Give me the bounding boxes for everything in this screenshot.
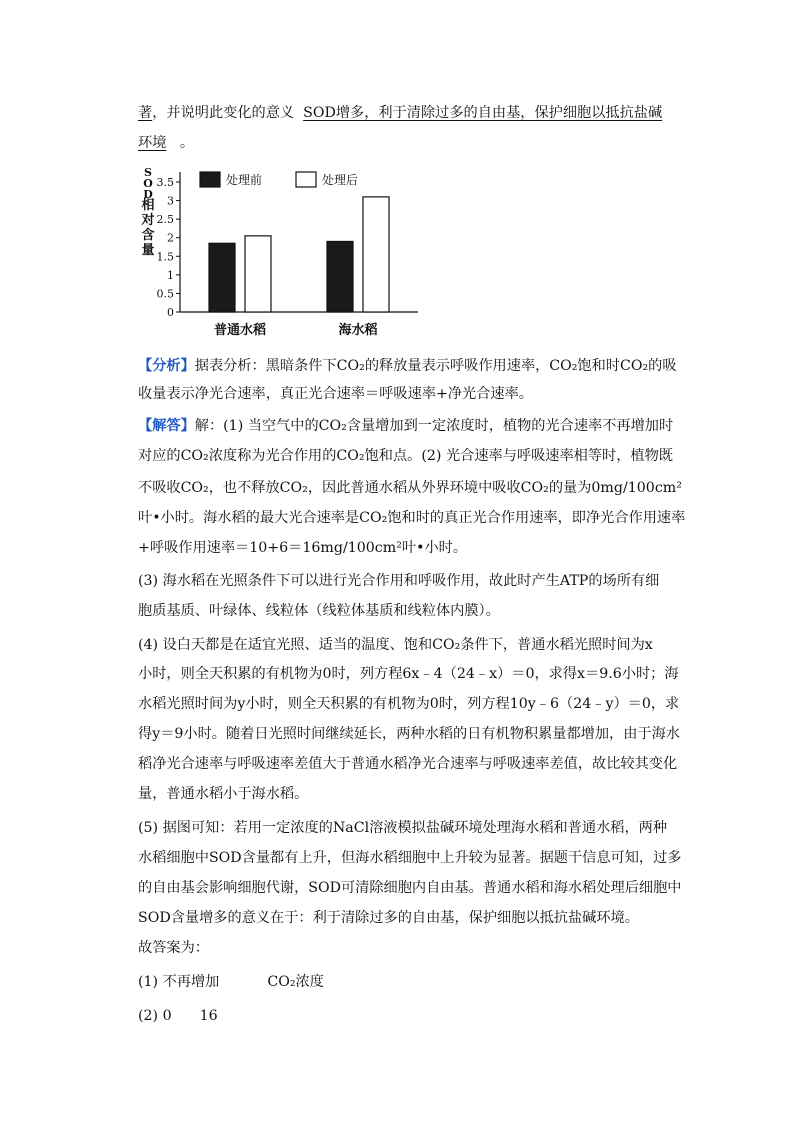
analysis-line-1 — [138, 356, 677, 376]
answer-fragment-1: 著 — [138, 105, 153, 121]
bar-after — [245, 236, 271, 312]
final-title: 故答案为： — [138, 940, 209, 956]
y-label-char: 对 — [141, 213, 155, 228]
y-tick-label: 2.5 — [156, 213, 174, 227]
answer-p4-line-6: 量，普通水稻小于海水稻。 — [138, 786, 309, 802]
y-label-char: D — [143, 188, 153, 201]
analysis-text-1: 据表分析：黑暗条件下CO₂的释放量表示呼吸作用速率，CO₂饱和时CO₂的吸 — [194, 358, 677, 374]
y-tick-label: 1 — [167, 268, 174, 282]
bar-before — [327, 241, 353, 312]
period: 。 — [179, 135, 195, 151]
answer-p5-line-1: (5) 据图可知：若用一定浓度的NaCl溶液模拟盐碱环境处理海水稻和普通水稻，两种 — [138, 820, 668, 836]
y-axis-label — [140, 166, 154, 258]
y-tick-label: 3.5 — [156, 176, 174, 189]
y-label-char: O — [143, 177, 153, 190]
y-tick-label: 0 — [167, 306, 174, 319]
answer-significance-2: 环境 — [138, 135, 167, 151]
legend-label: 处理前 — [226, 173, 263, 187]
answer-p4-line-4: 得y＝9小时。随着日光照时间继续延长，两种水稻的日有机物积累量都增加，由于海水 — [138, 726, 680, 742]
answer-p4-line-1: (4) 设白天都是在适宜光照、适当的温度、饱和CO₂条件下，普通水稻光照时间为x — [138, 637, 653, 653]
final-answer-2 — [138, 1006, 218, 1026]
answer-p3-line-2: 胞质基质、叶绿体、线粒体（线粒体基质和线粒体内膜）。 — [138, 603, 500, 619]
analysis-tag: 【分析】 — [138, 358, 195, 374]
answer-line-2: 对应的CO₂浓度称为光合作用的CO₂饱和点。(2) 光合速率与呼吸速率相等时，植物既 — [138, 448, 673, 464]
x-category-label: 普通水稻 — [213, 323, 267, 338]
answer-text-1: 解：(1) 当空气中的CO₂含量增加到一定浓度时，植物的光合速率不再增加时 — [194, 418, 674, 434]
answer-line-4: 叶•小时。海水稻的最大光合速率是CO₂饱和时的真正光合作用速率，即净光合作用速率 — [138, 510, 686, 526]
y-tick-label: 1.5 — [156, 250, 174, 264]
analysis-line-2: 收量表示净光合速率，真正光合速率＝呼吸速率+净光合速率。 — [138, 386, 533, 402]
answer-tag: 【解答】 — [138, 418, 195, 434]
y-label-char: S — [144, 166, 152, 179]
y-tick-label: 2 — [167, 231, 174, 245]
y-tick-label: 3 — [167, 194, 174, 208]
legend-swatch — [200, 172, 220, 187]
answer-significance-1: SOD增多，利于清除过多的自由基，保护细胞以抵抗盐碱 — [303, 105, 663, 121]
final-answer-1-label: (1) 不再增加 — [138, 974, 220, 990]
top-line-2 — [138, 133, 194, 153]
y-label-char: 含 — [141, 228, 155, 243]
answer-p4-line-2: 小时，则全天积累的有机物为0时，列方程6x﹣4（24﹣x）＝0，求得x＝9.6小时；海 — [138, 666, 679, 682]
x-categories — [214, 322, 378, 338]
y-label-char: 量 — [141, 243, 155, 258]
final-answer-2-label: (2) 0 — [138, 1008, 172, 1024]
final-answer-1-value: CO₂浓度 — [267, 974, 324, 990]
sod-bar-chart — [128, 162, 428, 352]
y-tick-label: 0.5 — [156, 287, 174, 301]
top-line-1 — [138, 103, 662, 123]
answer-p5-line-2: 水稻细胞中SOD含量都有上升，但海水稻细胞中上升较为显著。据题干信息可知，过多 — [138, 850, 682, 866]
legend — [200, 172, 358, 187]
answer-line-1 — [138, 416, 673, 436]
x-category-label: 海水稻 — [338, 323, 378, 338]
answer-p5-line-4: SOD含量增多的意义在于：利于清除过多的自由基，保护细胞以抵抗盐碱环境。 — [138, 910, 639, 926]
y-label-char: 相 — [141, 198, 155, 213]
y-ticks — [157, 176, 181, 319]
question-text-1: ，并说明此变化的意义 — [152, 105, 295, 121]
answer-p4-line-3: 水稻光照时间为y小时，则全天积累的有机物为0时，列方程10y﹣6（24﹣y）＝0，求 — [138, 696, 680, 712]
answer-p5-line-3: 的自由基会影响细胞代谢，SOD可清除细胞内自由基。普通水稻和海水稻处理后细胞中 — [138, 880, 682, 896]
answer-p4-line-5: 稻净光合速率与呼吸速率差值大于普通水稻净光合速率与呼吸速率差值，故比较其变化 — [138, 756, 678, 772]
answer-line-5: +呼吸作用速率＝10+6＝16mg/100cm²叶•小时。 — [138, 540, 468, 556]
legend-swatch — [296, 172, 316, 187]
bar-before — [209, 243, 235, 312]
legend-label: 处理后 — [322, 173, 359, 187]
bar-after — [363, 197, 389, 312]
answer-line-3: 不吸收CO₂，也不释放CO₂，因此普通水稻从外界环境中吸收CO₂的量为0mg/100cm² — [138, 480, 682, 496]
final-answer-2-value: 16 — [199, 1008, 218, 1024]
answer-p3-line-1: (3) 海水稻在光照条件下可以进行光合作用和呼吸作用，故此时产生ATP的场所有细 — [138, 573, 660, 589]
final-answer-1 — [138, 972, 324, 992]
bars — [209, 197, 389, 312]
